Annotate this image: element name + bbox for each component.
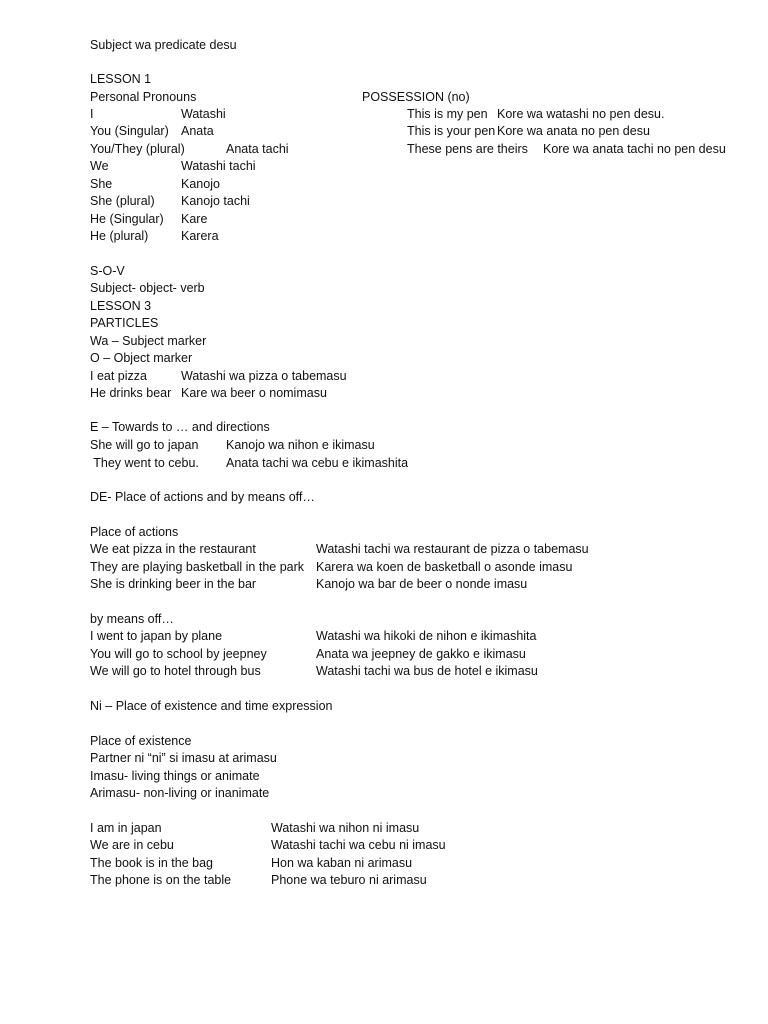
lesson3-heading: LESSON 3 — [90, 299, 152, 313]
example-jp: Karera wa koen de basketball o asonde imasu — [316, 560, 573, 574]
example-jp: Watashi tachi wa cebu ni imasu — [271, 838, 446, 852]
example-en: He drinks bear — [90, 386, 172, 400]
example-jp: Kanojo wa bar de beer o nonde imasu — [316, 577, 528, 591]
possession-en: These pens are theirs — [407, 142, 528, 156]
possession-en: This is my pen — [407, 107, 488, 121]
place-of-actions-heading: Place of actions — [90, 525, 179, 539]
example-en: We eat pizza in the restaurant — [90, 542, 256, 556]
e-particle-heading: E – Towards to … and directions — [90, 420, 270, 434]
example-jp: Anata tachi wa cebu e ikimashita — [226, 456, 409, 470]
o-particle: O – Object marker — [90, 351, 193, 365]
pronoun-jp: Karera — [181, 229, 219, 243]
pronouns-heading: Personal Pronouns — [90, 90, 197, 104]
wa-particle: Wa – Subject marker — [90, 334, 207, 348]
possession-heading: POSSESSION (no) — [362, 90, 470, 104]
example-en: I am in japan — [90, 821, 162, 835]
pronoun-jp: Kare — [181, 212, 208, 226]
arimasu-line: Arimasu- non-living or inanimate — [90, 786, 270, 800]
example-jp: Kanojo wa nihon e ikimasu — [226, 438, 375, 452]
pronoun-en: He (Singular) — [90, 212, 164, 226]
example-en: We will go to hotel through bus — [90, 664, 261, 678]
example-jp: Watashi tachi wa bus de hotel e ikimasu — [316, 664, 538, 678]
ni-particle-heading: Ni – Place of existence and time expression — [90, 699, 333, 713]
pronoun-en: She — [90, 177, 113, 191]
de-particle-heading: DE- Place of actions and by means off… — [90, 490, 315, 504]
pronoun-jp: Kanojo — [181, 177, 220, 191]
sov-heading: S-O-V — [90, 264, 125, 278]
pronoun-jp: Anata tachi — [226, 142, 289, 156]
lesson1-heading: LESSON 1 — [90, 72, 152, 86]
example-en: She will go to japan — [90, 438, 199, 452]
possession-jp: Kore wa anata no pen desu — [497, 124, 650, 138]
sov-expanded: Subject- object- verb — [90, 281, 205, 295]
example-en: They went to cebu. — [90, 456, 199, 470]
example-jp: Watashi wa hikoki de nihon e ikimashita — [316, 629, 537, 643]
imasu-line: Imasu- living things or animate — [90, 769, 260, 783]
possession-en: This is your pen — [407, 124, 496, 138]
pronoun-en: He (plural) — [90, 229, 149, 243]
pronoun-en: We — [90, 159, 109, 173]
example-en: The book is in the bag — [90, 856, 213, 870]
example-jp: Phone wa teburo ni arimasu — [271, 873, 427, 887]
particles-heading: PARTICLES — [90, 316, 159, 330]
example-en: We are in cebu — [90, 838, 174, 852]
pronoun-en: I — [90, 107, 94, 121]
pronoun-jp: Kanojo tachi — [181, 194, 250, 208]
example-jp: Kare wa beer o nomimasu — [181, 386, 327, 400]
page-title: Subject wa predicate desu — [90, 38, 237, 52]
by-means-heading: by means off… — [90, 612, 174, 626]
pronoun-jp: Watashi tachi — [181, 159, 256, 173]
pronoun-jp: Anata — [181, 124, 214, 138]
pronoun-jp: Watashi — [181, 107, 226, 121]
example-jp: Anata wa jeepney de gakko e ikimasu — [316, 647, 526, 661]
place-of-existence-heading: Place of existence — [90, 734, 192, 748]
example-jp: Watashi tachi wa restaurant de pizza o tabemasu — [316, 542, 589, 556]
example-en: You will go to school by jeepney — [90, 647, 267, 661]
possession-jp: Kore wa anata tachi no pen desu — [543, 142, 726, 156]
partner-line: Partner ni “ni” si imasu at arimasu — [90, 751, 277, 765]
example-en: I went to japan by plane — [90, 629, 223, 643]
example-jp: Watashi wa nihon ni imasu — [271, 821, 420, 835]
example-en: She is drinking beer in the bar — [90, 577, 257, 591]
example-en: They are playing basketball in the park — [90, 560, 305, 574]
possession-jp: Kore wa watashi no pen desu. — [497, 107, 665, 121]
example-jp: Hon wa kaban ni arimasu — [271, 856, 413, 870]
example-en: I eat pizza — [90, 369, 147, 383]
pronoun-en: You/They (plural) — [90, 142, 185, 156]
pronoun-en: She (plural) — [90, 194, 155, 208]
example-en: The phone is on the table — [90, 873, 232, 887]
example-jp: Watashi wa pizza o tabemasu — [181, 369, 347, 383]
pronoun-en: You (Singular) — [90, 124, 169, 138]
